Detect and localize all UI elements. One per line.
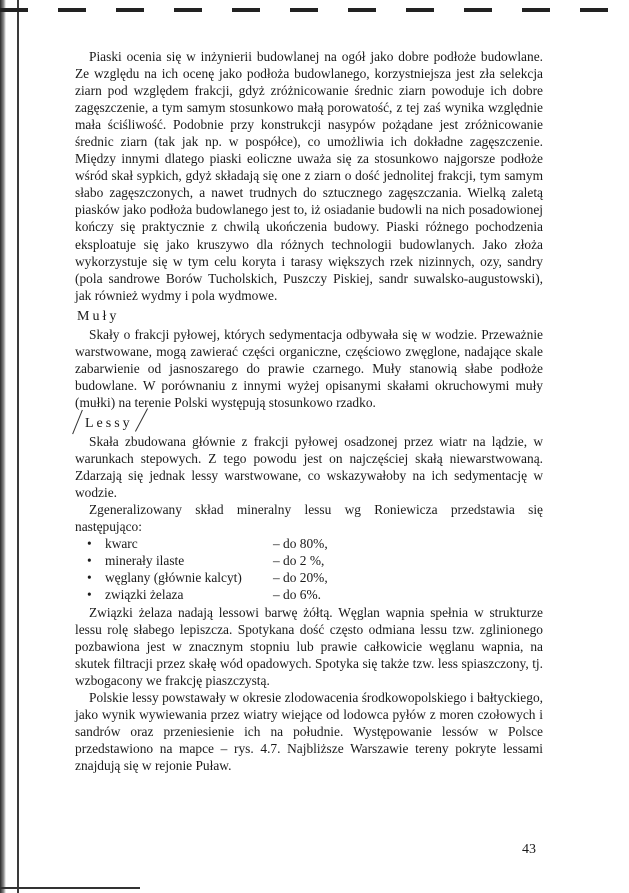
list-item: [87, 552, 543, 569]
pen-mark-left: [72, 410, 83, 434]
scan-edge-shadow: [0, 0, 6, 893]
list-item: [87, 535, 543, 552]
mineral-name: związki żelaza: [105, 587, 184, 603]
list-item: [87, 569, 543, 586]
list-item: [87, 586, 543, 603]
left-margin-rule: [17, 0, 19, 893]
mineral-value: – do 20%,: [273, 570, 328, 586]
page-body: [75, 48, 543, 774]
bullet-glyph: •: [87, 553, 92, 569]
heading-lessy: [75, 415, 543, 432]
paragraph-piaski: Piaski ocenia się w inżynierii budowlanej na ogół jako dobre podłoże budowlane. Ze względu na ich ocenę jako podłoża budowlanego, korzystniejsza jest zła selekcja ziarn pod względem frakcji, gdyż zróżnicowanie średnic ziarn powoduje ich dobre zagęszczenie, a tym samym stosunkowo małą porowatość, z tej zaś wynika względnie mała ściśliwość. Podobnie przy konstrukcji nasypów pożądane jest zróżnicowanie średnic ziarn (tak jak np. w pospółce), co umożliwia ich dokładne zagęszczenie. Między innymi dlatego piaski eoliczne uważa się za stosunkowo najgorsze podłoże wśród skał sypkich, gdyż składają się one z ziarn o dość jednolitej frakcji, tym samym słabo zagęszczonych, a nawet trudnych do sztucznego zagęszczania. Wielką zaletą piasków jako podłoża budowlanego jest to, iż osiadanie budowli na nich posadowionej kończy się praktycznie z chwilą ukończenia budowy. Piaski różnego pochodzenia eksploatuje się jako kruszywo dla różnych technologii budowlanych. Jako złoża wykorzystuje się w tym celu koryta i tarasy większych rzek nizinnych, ozy, sandry (pola sandrowe Borów Tucholskich, Puszczy Piskiej, sandr suwalsko-augustowski), jak również wydmy i pola wydmowe.: [75, 49, 543, 303]
bullet-glyph: •: [87, 587, 92, 603]
paragraph-lessy-3: Polskie lessy powstawały w okresie zlodowacenia środkowopolskiego i bałtyckiego, jako wynik wywiewania przez wiatry wiejące od lodowca pyłów z moren czołowych i sandrów oraz przeniesienie ich na południe. Występowanie lessów w Polsce przedstawiono na mapce – rys. 4.7. Najbliższe Warszawie tereny pokryte lessami znajdują się w rejonie Puław.: [75, 689, 543, 773]
composition-list: [75, 535, 543, 603]
heading-muly-text: Muły: [77, 308, 120, 324]
heading-lessy-text: Lessy: [85, 415, 133, 431]
mineral-name: minerały ilaste: [105, 553, 185, 569]
heading-muly: [75, 308, 543, 325]
mineral-name: węglany (głównie kalcyt): [105, 570, 242, 586]
bullet-glyph: •: [87, 570, 92, 586]
bullet-glyph: •: [87, 536, 92, 552]
paragraph-lessy-1: Skała zbudowana głównie z frakcji pyłowej osadzonej przez wiatr na lądzie, w warunkach stepowych. Z tego powodu jest on najczęściej skałą niewarstwowaną. Zdarzają się jednak lessy warstwowane, co wskazywałoby na ich sedymentację w wodzie.: [75, 434, 543, 501]
top-dashed-rule: [0, 8, 629, 12]
paragraph-lessy-2: Związki żelaza nadają lessowi barwę żółtą. Węglan wapnia spełnia w strukturze lessu rolę słabego lepiszcza. Spotykana dość często odmiana lessu tzw. zglinionego pozbawiona jest w znacznym stopniu lub prawie całkowicie węglanu wapnia, na skutek filtracji przez skałę wód opadowych. Spotyka się także tzw. less spiaszczony, tj. wzbogacony we frakcję piaszczystą.: [75, 604, 543, 688]
paragraph-composition-intro: Zgeneralizowany skład mineralny lessu wg Roniewicza przedstawia się następująco:: [75, 502, 543, 535]
mineral-value: – do 2 %,: [273, 553, 325, 569]
bottom-rule: [0, 887, 140, 889]
page-number: 43: [522, 842, 536, 857]
mineral-name: kwarc: [105, 536, 138, 552]
pen-mark-right: [135, 408, 148, 431]
paragraph-muly: Skały o frakcji pyłowej, których sedymentacja odbywała się w wodzie. Przeważnie warstwowane, mogą zawierać części organiczne, częściowo zwęglone, nadające skale zabarwienie od jasnoszarego do prawie czarnego. Muły stanowią słabe podłoże budowlane. W porównaniu z innymi wyżej opisanymi skałami okruchowymi muły (mułki) na terenie Polski występują stosunkowo rzadko.: [75, 326, 543, 410]
mineral-value: – do 6%.: [273, 587, 321, 603]
mineral-value: – do 80%,: [273, 536, 328, 552]
